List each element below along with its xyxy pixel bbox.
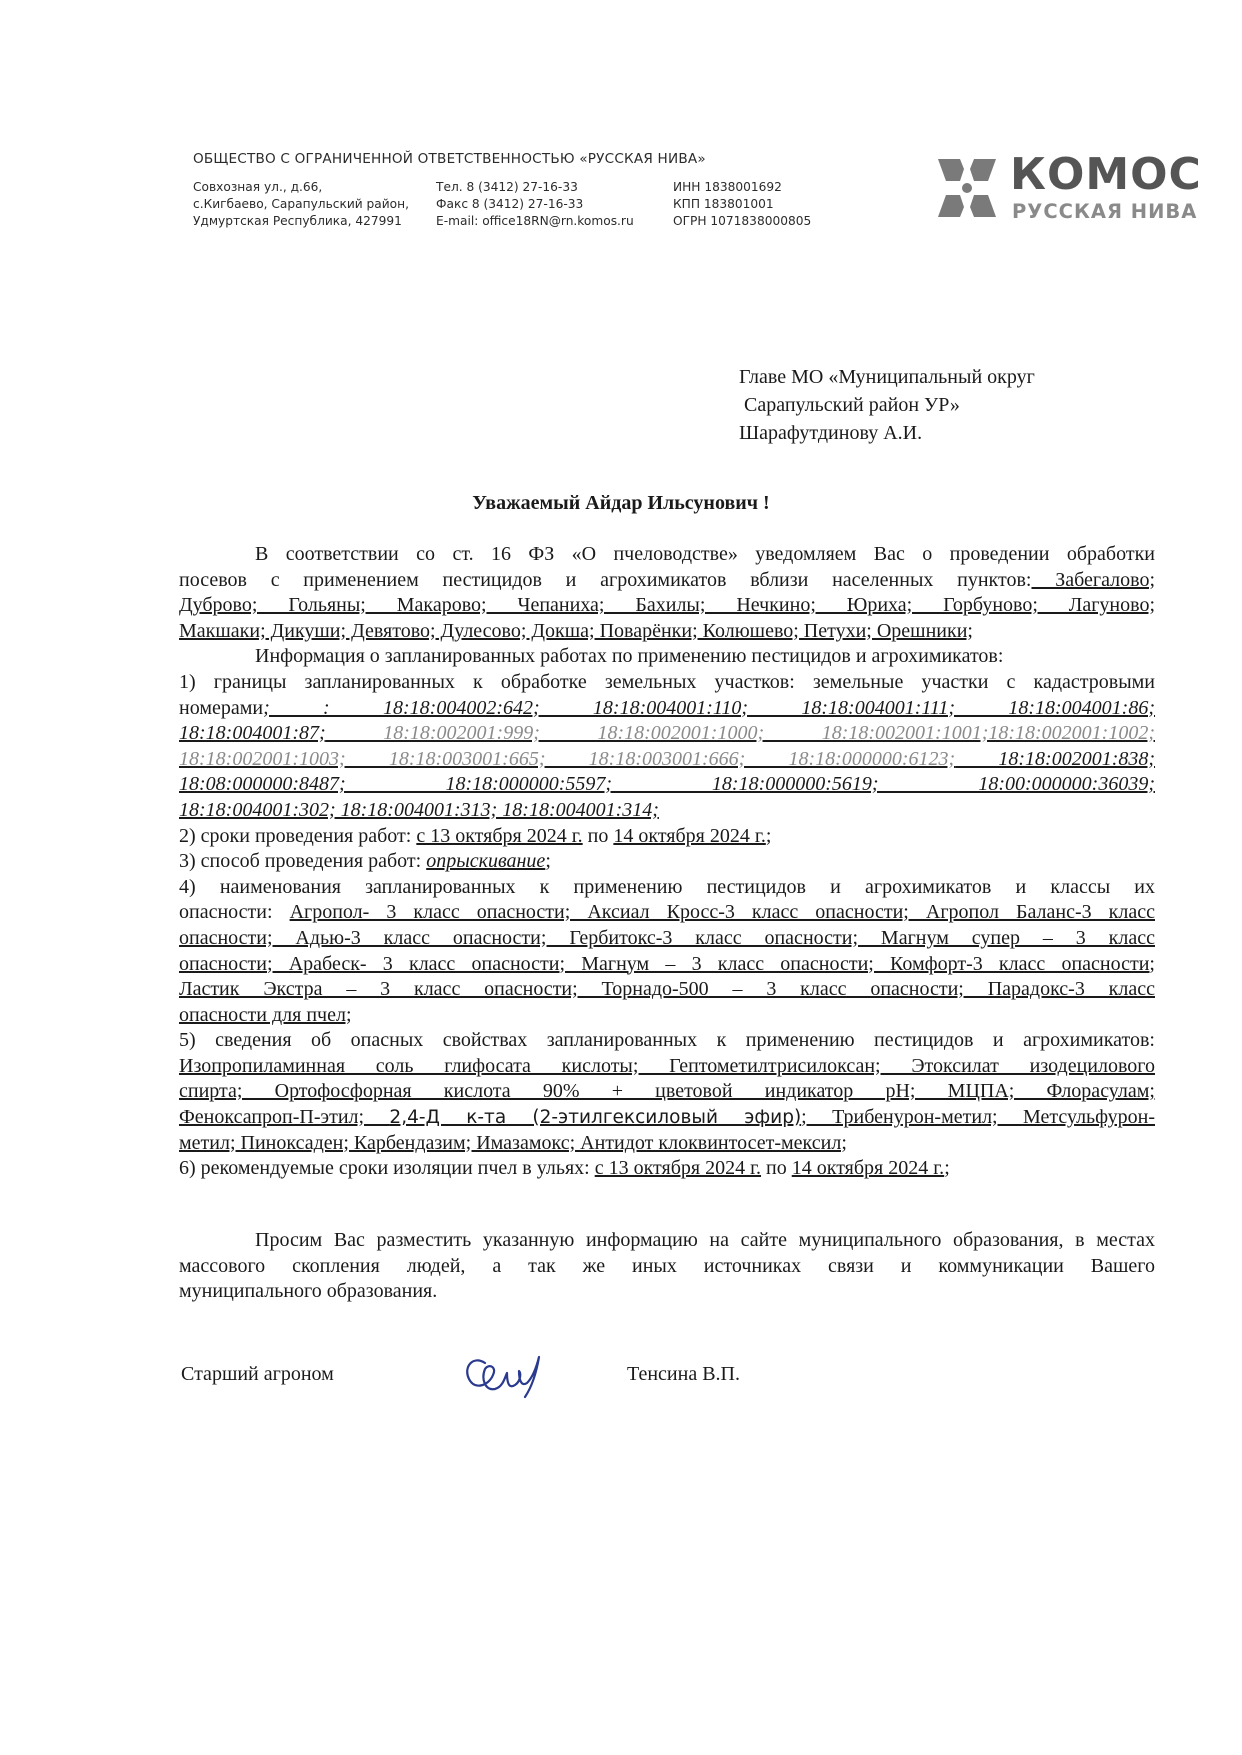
pesticide-line: опасности для пчел; [179,1003,352,1026]
body-line [179,568,1155,594]
text-span: по [582,824,614,847]
logo-title: КОМОС [1010,149,1202,200]
settlements-line: Дуброво; Гольяны; Макарово; Чепаниха; Бахилы; Нечкино; Юриха; Горбуново; Лагуново; [179,594,1155,617]
substance-line: спирта; Ортофосфорная кислота 90% + цветовой индикатор pH; МЦПА; Флорасулам; [179,1080,1155,1103]
addressee-line: Главе МО «Муниципальный округ [739,366,1035,388]
pesticide-list: Агропол- 3 класс опасности; Аксиал Кросс-3 класс опасности; Агропол Баланс-3 класс [289,901,1155,924]
substance-line [179,1105,1155,1131]
email-line: E-mail: office18RN@rn.komos.ru [436,214,634,228]
cadastral-numbers: 18:18:002001:838; [955,747,1156,770]
company-contacts [436,179,634,230]
cadastral-line: 18:08:000000:8487; 18:18:000000:5597; 18:18:000000:5619; 18:00:000000:36039; [179,773,1155,796]
info-heading: Информация о запланированных работах по применению пестицидов и агрохимикатов: [255,645,1004,668]
item6-line [179,1156,1155,1182]
signature-block [179,1345,1155,1415]
closing-line: муниципального образования. [179,1280,438,1303]
cadastral-numbers: 18:18:004001:87; [179,722,326,745]
pesticide-line: Ластик Экстра – 3 класс опасности; Торнадо-500 – 3 класс опасности; Парадокс-3 класс [179,978,1155,1001]
item4-line [179,900,1155,926]
company-registry [673,179,811,230]
text-span: ; Трибенурон-метил; Метсульфурон- [801,1106,1155,1129]
cadastral-numbers: ; : 18:18:004002:642; 18:18:004001:110; 18:18:004001:111; 18:18:004001:86; [263,696,1155,719]
text-span: по [761,1157,792,1180]
text-span: номерами [179,696,264,719]
addressee-line: Сарапульский район УР» [739,394,960,416]
addressee-block [739,363,1035,447]
text-span: ; [944,1157,950,1180]
settlements-text: Забегалово; [1031,568,1155,591]
address-line: Совхозная ул., д.66, [193,180,323,194]
substance-line: метил; Пиноксаден; Карбендазим; Имазамокс; Антидот клоквинтосет-мексил; [179,1131,847,1154]
closing-line: массового скопления людей, а так же иных источниках связи и коммуникации Вашего [179,1254,1155,1277]
text-span: ; [545,850,551,873]
cadastral-line: 18:18:004001:302; 18:18:004001:313; 18:18:004001:314; [179,798,659,821]
date-to: 14 октября 2024 г. [791,1157,945,1180]
handwritten-signature [455,1345,555,1405]
cadastral-line [179,747,1155,773]
item3-line [179,849,1155,875]
closing-line: Просим Вас разместить указанную информацию на сайте муниципального образования, в местах [255,1229,1155,1251]
signer-name: Тенсина В.П. [627,1363,740,1385]
address-line: с.Кигбаево, Сарапульский район, [193,197,409,211]
item2-line [179,824,1155,850]
cadastral-line [179,721,1155,747]
text-span: 2,4-Д к-та (2-этилгексиловый эфир) [389,1107,802,1129]
cadastral-numbers: 18:18:002001:1003; 18:18:003001:665; 18:18:003001:666; 18:18:000000:6123; [179,747,956,770]
company-address [193,179,409,230]
pesticide-line: опасности; Адью-3 класс опасности; Гербитокс-3 класс опасности; Магнум супер – 3 класс [179,926,1155,949]
greeting: Уважаемый Айдар Ильсунович ! [472,492,770,514]
item5-line: 5) сведения об опасных свойствах запланированных к применению пестицидов и агрохимикатов: [179,1029,1155,1052]
date-from: с 13 октября 2024 г. [594,1157,762,1180]
inn-line: ИНН 1838001692 [673,180,782,194]
address-line: Удмуртская Республика, 427991 [193,214,402,228]
addressee-line: Шарафутдинову А.И. [739,422,923,444]
signer-position: Старший агроном [181,1363,334,1385]
item4-line: 4) наименования запланированных к применению пестицидов и агрохимикатов и классы их [179,875,1155,898]
date-from: с 13 октября 2024 г. [416,824,583,847]
letter-body [179,542,1155,1182]
item1-line: 1) границы запланированных к обработке земельных участков: земельные участки с кадастровыми [179,670,1155,693]
pesticide-line: опасности; Арабеск- 3 класс опасности; Магнум – 3 класс опасности; Комфорт-3 класс опасности; [179,952,1155,975]
closing-paragraph [179,1228,1155,1305]
letterhead [193,149,1203,228]
text-span: Феноксапроп-П-этил; [179,1106,390,1129]
logo-subtitle: РУССКАЯ НИВА [1012,200,1198,223]
phone-line: Тел. 8 (3412) 27-16-33 [436,180,578,194]
substance-line: Изопропиламинная соль глифосата кислоты; Гептометилтрисилоксан; Этоксилат изодецилового [179,1054,1155,1077]
text-span: посевов с применением пестицидов и агрохимикатов вблизи населенных пунктов: [179,568,1032,591]
logo-mark-icon [934,155,1000,221]
text-span: 6) рекомендуемые сроки изоляции пчел в ульях: [179,1157,595,1180]
item1-line [179,696,1155,722]
company-name: ОБЩЕСТВО С ОГРАНИЧЕННОЙ ОТВЕТСТВЕННОСТЬЮ «РУССКАЯ НИВА» [193,151,706,167]
ogrn-line: ОГРН 1071838000805 [673,214,812,228]
text-span: опасности: [179,901,290,924]
cadastral-numbers: 18:18:002001:999; 18:18:002001:1000; 18:18:002001:1001;18:18:002001:1002; [325,722,1155,745]
text-span: 2) сроки проведения работ: [179,824,417,847]
text-span: ; [765,824,772,847]
date-to: 14 октября 2024 г. [613,824,766,847]
text-span: 3) способ проведения работ: [179,850,427,873]
komos-logo [934,149,1204,225]
kpp-line: КПП 183801001 [673,197,774,211]
method-value: опрыскивание [426,850,546,873]
body-line: В соответствии со ст. 16 ФЗ «О пчеловодстве» уведомляем Вас о проведении обработки [255,543,1155,565]
fax-line: Факс 8 (3412) 27-16-33 [436,197,584,211]
settlements-line: Макшаки; Дикуши; Девятово; Дулесово; Докша; Поварёнки; Колюшево; Петухи; Орешники; [179,619,973,642]
